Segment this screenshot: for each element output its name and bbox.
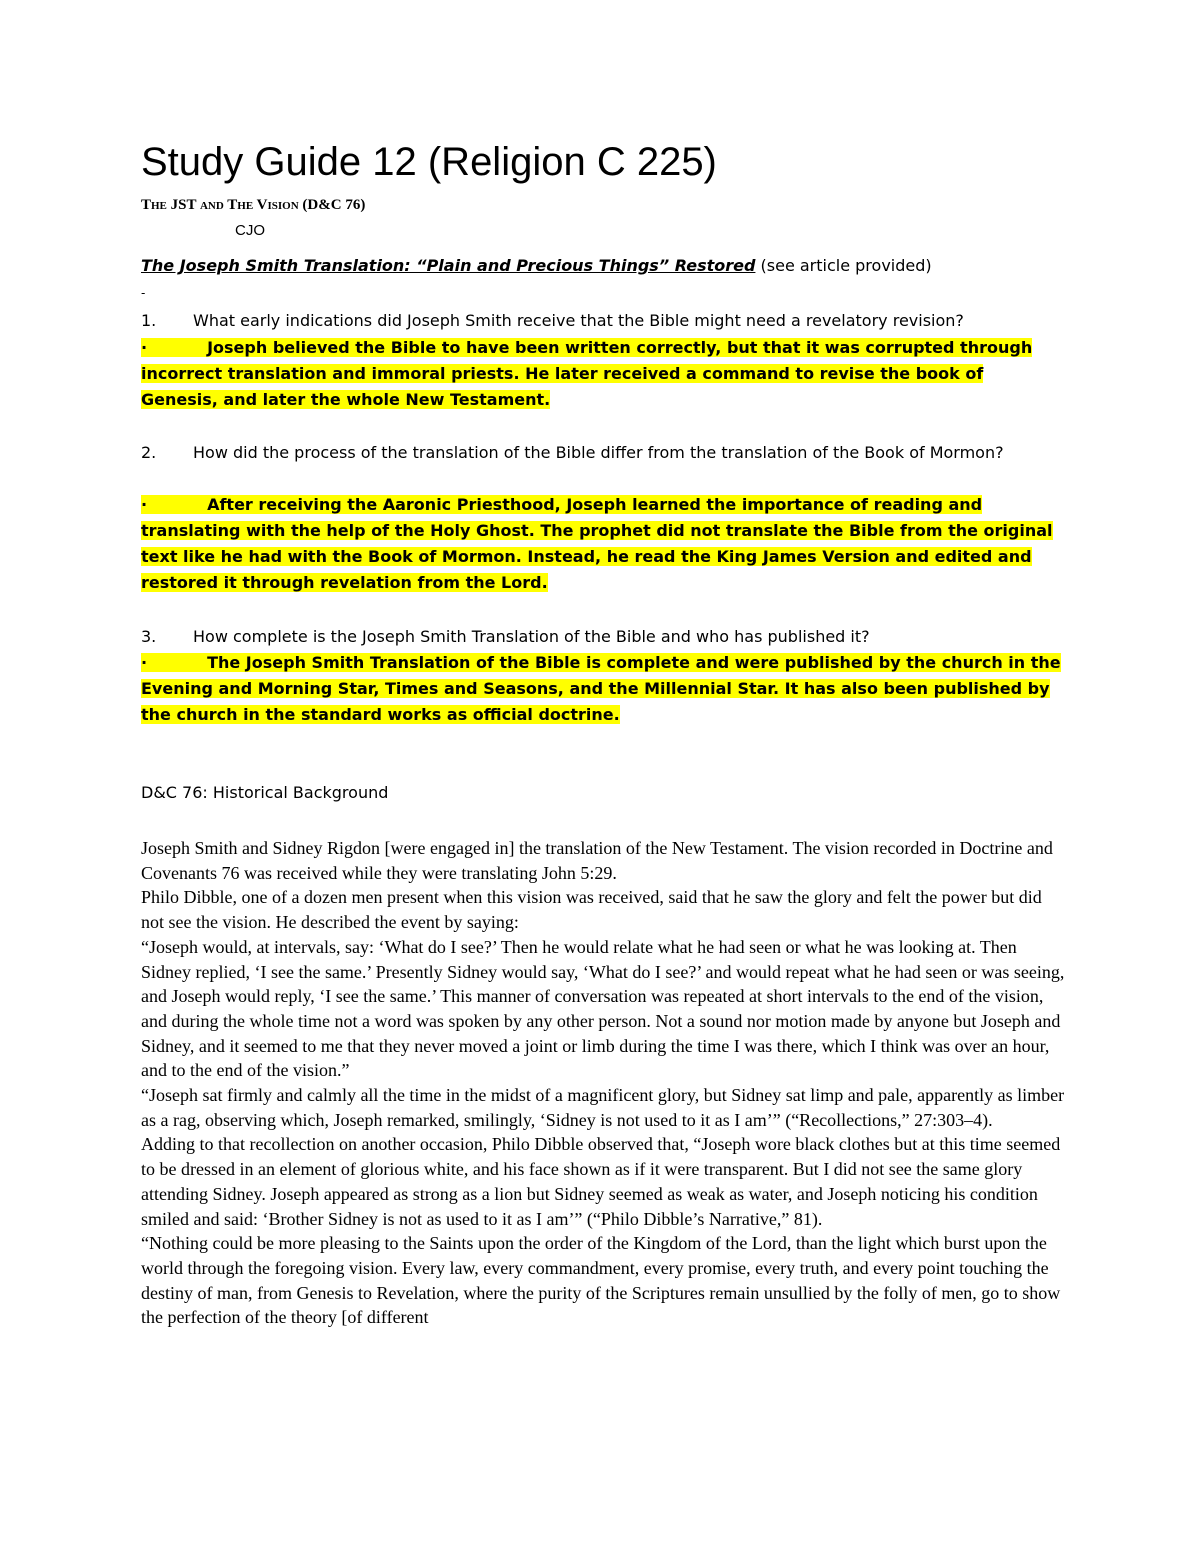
article-reference: [141, 256, 932, 275]
paragraph: Philo Dibble, one of a dozen men present when this vision was received, said that he saw the glory and felt the power but did not see the vision. He described the event by saying:: [141, 887, 1042, 933]
question-text: What early indications did Joseph Smith receive that the Bible might need a revelatory revision?: [193, 311, 964, 330]
document-title: Study Guide 12 (Religion C 225): [141, 140, 717, 184]
question-number: 2.: [141, 443, 157, 462]
dash-marker: -: [141, 286, 146, 300]
paragraph: “Nothing could be more pleasing to the Saints upon the order of the Kingdom of the Lord, than the light which burst upon the world through the foregoing vision. Every law, every commandment, every promise, every truth, and every point touching the destiny of man, from Genesis to Revelation, where the purity of the Scriptures remain unsullied by the folly of men, go to show the perfection of the theory [of different: [141, 1233, 1061, 1328]
paragraph: Adding to that recollection on another occasion, Philo Dibble observed that, “Joseph wore black clothes but at this time seemed to be dressed in an element of glorious white, and his face shown as if it were transparent. But I did not see the same glory attending Sidney. Joseph appeared as strong as a lion but Sidney seemed as weak as water, and Joseph noticing his condition smiled and said: ‘Brother Sidney is not as used to it as I am’” (“Philo Dibble’s Narrative,” 81).: [141, 1134, 1061, 1229]
answer-3: [141, 650, 1061, 728]
answer-text: The Joseph Smith Translation of the Bible is complete and were published by the church in the Evening and Morning Star, Times and Seasons, and the Millennial Star. It has also been published by the church in the standard works as official doctrine.: [141, 653, 1061, 724]
article-title: The Joseph Smith Translation: “Plain and Precious Things” Restored: [141, 256, 756, 275]
section-heading: D&C 76: Historical Background: [141, 783, 389, 802]
historical-background-text: [141, 836, 1066, 1330]
document-subtitle: The JST and The Vision (D&C 76): [141, 197, 366, 213]
answer-bullet: ·: [141, 495, 148, 514]
paragraph: “Joseph sat firmly and calmly all the time in the midst of a magnificent glory, but Sidney sat limp and pale, apparently as limber as a rag, observing which, Joseph remarked, smilingly, ‘Sidney is not used to it as I am’” (“Recollections,” 27:303–4).: [141, 1085, 1065, 1130]
author-initials: CJO: [235, 222, 265, 239]
paragraph: “Joseph would, at intervals, say: ‘What do I see?’ Then he would relate what he had seen or what he was looking at. Then Sidney replied, ‘I see the same.’ Presently Sidney would say, ‘What do I see?’ and would repeat what he had seen or was seeing, and Joseph would reply, ‘I see the same.’ This manner of conversation was repeated at short intervals to the end of the vision, and during the whole time not a word was spoken by any other person. Not a sound nor motion made by anyone but Joseph and Sidney, and it seemed to me that they never moved a joint or limb during the time I was there, which I think was over an hour, and to the end of the vision.”: [141, 936, 1065, 1081]
answer-2: [141, 492, 1061, 596]
answer-text: After receiving the Aaronic Priesthood, Joseph learned the importance of reading and translating with the help of the Holy Ghost. The prophet did not translate the Bible from the original text like he had with the Book of Mormon. Instead, he read the King James Version and edited and restored it through revelation from the Lord.: [141, 495, 1053, 592]
question-number: 3.: [141, 627, 157, 646]
answer-text: Joseph believed the Bible to have been written correctly, but that it was corrupted through incorrect translation and immoral priests. He later received a command to revise the book of Genesis, and later the whole New Testament.: [141, 338, 1033, 409]
question-3: [141, 624, 1061, 650]
question-number: 1.: [141, 311, 157, 330]
question-2: [141, 440, 1061, 466]
answer-1: [141, 335, 1061, 413]
answer-bullet: ·: [141, 338, 148, 357]
paragraph: Joseph Smith and Sidney Rigdon [were engaged in] the translation of the New Testament. The vision recorded in Doctrine and Covenants 76 was received while they were translating John 5:29.: [141, 838, 1053, 883]
question-text: How did the process of the translation of the Bible differ from the translation of the Book of Mormon?: [193, 443, 1004, 462]
article-note: (see article provided): [755, 256, 932, 275]
answer-bullet: ·: [141, 653, 148, 672]
question-text: How complete is the Joseph Smith Translation of the Bible and who has published it?: [193, 627, 870, 646]
question-1: [141, 308, 1061, 334]
